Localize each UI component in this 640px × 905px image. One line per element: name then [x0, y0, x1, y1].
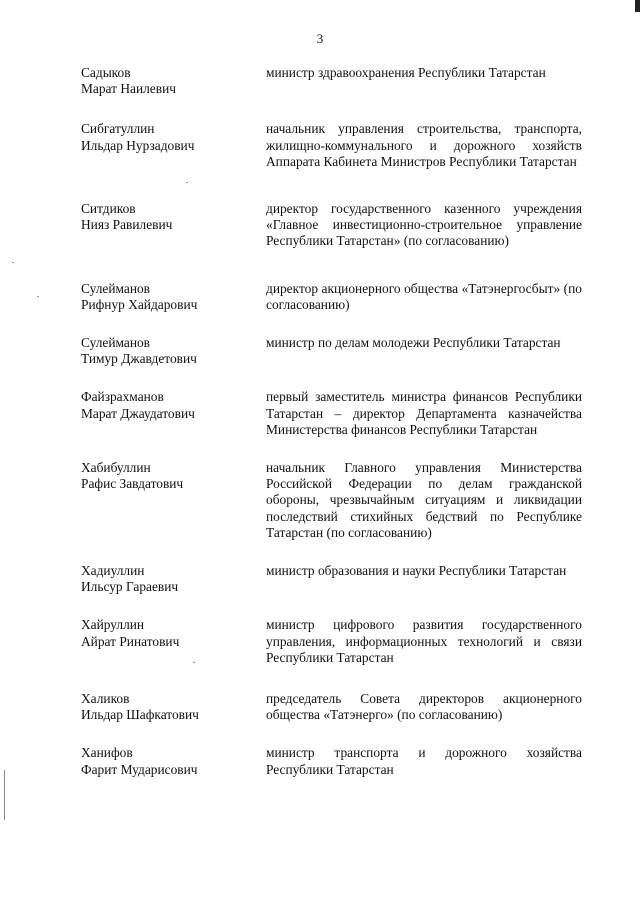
- member-position: директор акционерного общества «Татэнергосбыт» (по согласованию): [266, 280, 582, 312]
- member-surname: Ситдиков: [81, 201, 136, 217]
- scan-margin-line: [4, 770, 5, 820]
- member-person: [81, 389, 266, 421]
- member-surname: Ханифов: [81, 745, 133, 761]
- member-position: председатель Совета директоров акционерного общества «Татэнерго» (по согласованию): [266, 691, 582, 723]
- scan-speck: [12, 262, 14, 263]
- scan-corner-mark: [635, 0, 640, 12]
- scan-speck: [37, 296, 39, 297]
- member-surname: Сибгатуллин: [81, 121, 155, 137]
- member-given-name: Нияз Равилевич: [81, 217, 173, 233]
- member-entry: [81, 460, 581, 541]
- member-person: [81, 460, 266, 492]
- member-given-name: Айрат Ринатович: [81, 633, 180, 649]
- member-given-name: Ильсур Гараевич: [81, 579, 179, 595]
- member-person: [81, 563, 266, 595]
- member-given-name: Ильдар Шафкатович: [81, 707, 199, 723]
- member-position: министр транспорта и дорожного хозяйства Республики Татарстан: [266, 745, 582, 777]
- member-given-name: Ильдар Нурзадович: [81, 137, 195, 153]
- member-person: [81, 201, 266, 233]
- member-person: [81, 281, 266, 313]
- member-person: [81, 335, 266, 367]
- member-person: [81, 745, 266, 777]
- member-surname: Файзрахманов: [81, 389, 164, 405]
- member-person: [81, 691, 266, 723]
- member-person: [81, 121, 266, 153]
- member-surname: Хайруллин: [81, 617, 145, 633]
- member-position: министр здравоохранения Республики Татарстан: [266, 65, 546, 80]
- member-given-name: Тимур Джавдетович: [81, 351, 197, 367]
- member-surname: Хадиуллин: [81, 563, 145, 579]
- member-given-name: Марат Джаудатович: [81, 405, 195, 421]
- member-position: начальник Главного управления Министерства Российской Федерации по делам гражданской обороны, чрезвычайным ситуациям и ликвидации последствий стихийных бедствий по Республике Татарстан (по согласованию): [266, 460, 582, 540]
- page-number: 3: [316, 31, 324, 46]
- member-position: директор государственного казенного учреждения «Главное инвестиционно-строительное управление Республики Татарстан» (по согласованию): [266, 201, 582, 249]
- member-given-name: Рафис Завдатович: [81, 476, 184, 492]
- member-given-name: Рифнур Хайдарович: [81, 296, 198, 312]
- member-list: [81, 65, 581, 778]
- member-given-name: Фарит Мударисович: [81, 761, 198, 777]
- member-entry: [81, 389, 581, 438]
- member-position: министр образования и науки Республики Татарстан: [266, 563, 567, 579]
- member-surname: Халиков: [81, 691, 130, 707]
- member-entry: [81, 617, 581, 666]
- member-entry: [81, 201, 581, 250]
- member-given-name: Марат Наилевич: [81, 81, 176, 97]
- member-entry: [81, 691, 581, 723]
- member-entry: [81, 335, 581, 367]
- member-surname: Сулейманов: [81, 335, 151, 351]
- member-surname: Хабибуллин: [81, 460, 151, 476]
- member-position: министр цифрового развития государственного управления, информационных технологий и связи Республики Татарстан: [266, 617, 582, 665]
- member-entry: [81, 281, 581, 313]
- member-position: первый заместитель министра финансов Республики Татарстан – директор Департамента казначейства Министерства финансов Республики Татарстан: [266, 389, 582, 437]
- member-entry: [81, 745, 581, 777]
- member-entry: [81, 121, 581, 170]
- member-person: [81, 617, 266, 649]
- member-entry: [81, 65, 581, 97]
- member-position: министр по делам молодежи Республики Татарстан: [266, 335, 561, 351]
- member-surname: Сулейманов: [81, 280, 151, 296]
- member-person: [81, 65, 266, 97]
- member-surname: Садыков: [81, 65, 131, 80]
- member-position: начальник управления строительства, транспорта, жилищно-коммунального и дорожного хозяйств Аппарата Кабинета Министров Республики Татарстан: [266, 121, 582, 169]
- member-entry: [81, 563, 581, 595]
